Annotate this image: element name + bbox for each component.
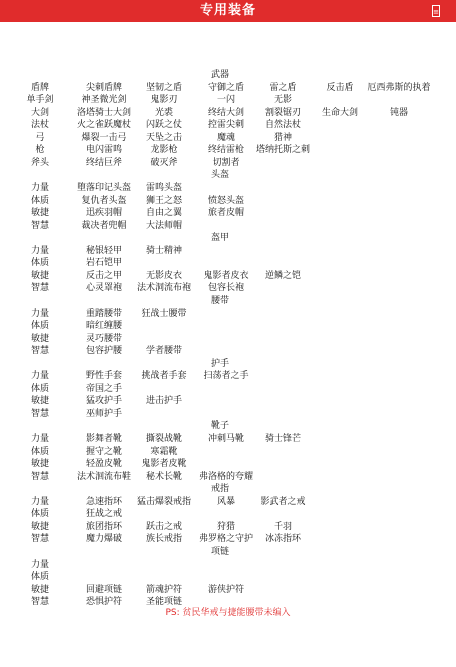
section-title: 头盔 bbox=[210, 170, 230, 181]
equipment-item: 轻盈皮靴 bbox=[85, 459, 123, 470]
equipment-item: 狩猎 bbox=[216, 521, 236, 532]
equipment-item: 破灭斧 bbox=[150, 157, 178, 168]
equipment-item: 坚韧之盾 bbox=[145, 82, 183, 93]
equipment-item: 急速指环 bbox=[85, 496, 123, 507]
row-category-label: 敏捷 bbox=[30, 270, 50, 281]
equipment-item: 堕落印记头盔 bbox=[76, 183, 132, 193]
equipment-item: 秘银轻甲 bbox=[85, 245, 123, 256]
row-category-label: 力量 bbox=[30, 245, 50, 256]
row-category-label: 敏捷 bbox=[30, 584, 50, 595]
equipment-item: 法术洞流布袍 bbox=[136, 283, 192, 294]
row-category-label: 敏捷 bbox=[30, 333, 50, 344]
equipment-item: 秘术长靴 bbox=[145, 471, 183, 482]
equipment-item: 影武者之戒 bbox=[260, 496, 306, 507]
row-category-label: 体质 bbox=[30, 321, 50, 331]
equipment-item: 圣能项链 bbox=[145, 597, 183, 608]
equipment-item: 猎神 bbox=[273, 132, 293, 143]
section-title: 戒指 bbox=[210, 484, 230, 495]
equipment-item: 弗洛格的夸耀 bbox=[198, 471, 254, 482]
row-category-label: 力量 bbox=[30, 371, 50, 382]
equipment-item: 重踏腰带 bbox=[85, 308, 123, 319]
equipment-item: 旅者皮帽 bbox=[207, 208, 245, 219]
equipment-item: 闪跃之仗 bbox=[145, 120, 183, 131]
equipment-item: 箭魂护符 bbox=[145, 584, 183, 595]
equipment-item: 光裘 bbox=[154, 107, 174, 118]
row-category-label: 体质 bbox=[30, 446, 50, 457]
equipment-item: 学者腰带 bbox=[145, 346, 183, 357]
equipment-item: 火之雀跃魔杖 bbox=[76, 120, 132, 131]
equipment-item: 风暴 bbox=[216, 496, 236, 507]
equipment-item: 冲刺马靴 bbox=[207, 434, 245, 444]
equipment-item: 终结雷枪 bbox=[207, 145, 245, 156]
equipment-item: 猛攻护手 bbox=[85, 396, 123, 407]
section-title: 盔甲 bbox=[210, 233, 230, 244]
menu-icon[interactable]: ≡ bbox=[432, 5, 440, 17]
equipment-item: 塔纳托斯之刺 bbox=[255, 145, 311, 156]
equipment-item: 回避项链 bbox=[85, 584, 123, 595]
equipment-item: 魔力爆破 bbox=[85, 534, 123, 545]
equipment-item: 割裂锯刃 bbox=[264, 107, 302, 118]
equipment-item: 旅团指环 bbox=[85, 521, 123, 532]
row-category-label: 斧头 bbox=[30, 157, 50, 168]
equipment-item: 狂战士腰带 bbox=[141, 308, 187, 319]
row-category-label: 枪 bbox=[35, 145, 45, 156]
row-category-label: 盾牌 bbox=[30, 82, 50, 93]
row-category-label: 体质 bbox=[30, 195, 50, 206]
equipment-item: 骑士精神 bbox=[145, 245, 183, 256]
equipment-item: 雷鸣头盔 bbox=[145, 183, 183, 193]
equipment-item: 反击盾 bbox=[326, 82, 354, 93]
equipment-item: 挑战者手套 bbox=[141, 371, 187, 382]
equipment-item: 冰冻指环 bbox=[264, 534, 302, 545]
row-category-label: 智慧 bbox=[30, 220, 50, 231]
row-category-label: 弓 bbox=[35, 132, 45, 143]
equipment-item: 游侠护符 bbox=[207, 584, 245, 595]
equipment-item: 愤怒头盔 bbox=[207, 195, 245, 206]
row-category-label: 体质 bbox=[30, 258, 50, 269]
row-category-label: 力量 bbox=[30, 559, 50, 570]
equipment-item: 无影 bbox=[273, 95, 293, 106]
row-category-label: 大剑 bbox=[30, 107, 50, 118]
equipment-item: 扫荡者之手 bbox=[203, 371, 249, 382]
equipment-table bbox=[0, 22, 456, 667]
row-category-label: 法杖 bbox=[30, 120, 50, 131]
equipment-item: 魔魂 bbox=[216, 132, 236, 143]
equipment-item: 骑士锋芒 bbox=[264, 434, 302, 444]
equipment-item: 终结巨斧 bbox=[85, 157, 123, 168]
row-category-label: 智慧 bbox=[30, 283, 50, 294]
equipment-item: 灵巧腰带 bbox=[85, 333, 123, 344]
row-category-label: 敏捷 bbox=[30, 396, 50, 407]
equipment-item: 弗罗格之守护 bbox=[198, 534, 254, 545]
equipment-item: 雷之盾 bbox=[269, 82, 297, 93]
row-category-label: 敏捷 bbox=[30, 459, 50, 470]
row-category-label: 智慧 bbox=[30, 471, 50, 482]
equipment-item: 钝器 bbox=[389, 107, 409, 118]
row-category-label: 体质 bbox=[30, 509, 50, 520]
row-category-label: 敏捷 bbox=[30, 208, 50, 219]
equipment-item: 影舞者靴 bbox=[85, 434, 123, 444]
equipment-item: 裁决者兜帽 bbox=[81, 220, 127, 231]
equipment-item: 暗红缠腰 bbox=[85, 321, 123, 331]
equipment-item: 大法师帽 bbox=[145, 220, 183, 231]
row-category-label: 力量 bbox=[30, 434, 50, 444]
page-title: 专用装备 bbox=[199, 3, 256, 18]
row-category-label: 敏捷 bbox=[30, 521, 50, 532]
equipment-item: 守御之盾 bbox=[207, 82, 245, 93]
equipment-item: 跃击之戒 bbox=[145, 521, 183, 532]
equipment-item: 千羽 bbox=[273, 521, 293, 532]
section-title: 腰带 bbox=[210, 295, 230, 306]
equipment-item: 狂战之戒 bbox=[85, 509, 123, 520]
equipment-item: 包容长袍 bbox=[207, 283, 245, 294]
equipment-item: 逆鳞之铠 bbox=[264, 270, 302, 281]
equipment-item: 电闪雷鸣 bbox=[85, 145, 123, 156]
equipment-item: 神圣微光剑 bbox=[81, 95, 127, 106]
section-title: 武器 bbox=[210, 70, 230, 80]
equipment-item: 厄西弗斯的执着 bbox=[367, 82, 431, 93]
equipment-item: 切割者 bbox=[212, 157, 240, 168]
equipment-item: 终结大剑 bbox=[207, 107, 245, 118]
row-category-label: 单手剑 bbox=[26, 95, 54, 106]
equipment-item: 心灵罩袍 bbox=[85, 283, 123, 294]
equipment-item: 进击护手 bbox=[145, 396, 183, 407]
section-title: 护手 bbox=[210, 358, 230, 369]
equipment-item: 包容护腰 bbox=[85, 346, 123, 357]
row-category-label: 智慧 bbox=[30, 346, 50, 357]
row-category-label: 力量 bbox=[30, 308, 50, 319]
row-category-label: 智慧 bbox=[30, 534, 50, 545]
equipment-item: 岩石铠甲 bbox=[85, 258, 123, 269]
equipment-item: 帝国之手 bbox=[85, 383, 123, 394]
equipment-item: 洛塔骑士大剑 bbox=[76, 107, 132, 118]
equipment-item: 鬼影者皮靴 bbox=[141, 459, 187, 470]
equipment-item: 自然法杖 bbox=[264, 120, 302, 131]
row-category-label: 力量 bbox=[30, 183, 50, 193]
row-category-label: 智慧 bbox=[30, 597, 50, 608]
equipment-item: 生命大剑 bbox=[321, 107, 359, 118]
equipment-item: 龙影枪 bbox=[150, 145, 178, 156]
equipment-item: 自由之翼 bbox=[145, 208, 183, 219]
app-header bbox=[0, 0, 456, 22]
equipment-item: 恐惧护符 bbox=[85, 597, 123, 608]
equipment-item: 尖刺盾牌 bbox=[85, 82, 123, 93]
row-category-label: 体质 bbox=[30, 383, 50, 394]
equipment-item: 爆裂一击弓 bbox=[81, 132, 127, 143]
equipment-item: 控雷尖刺 bbox=[207, 120, 245, 131]
row-category-label: 智慧 bbox=[30, 408, 50, 419]
equipment-item: 野性手套 bbox=[85, 371, 123, 382]
equipment-item: 握守之靴 bbox=[85, 446, 123, 457]
footnote: PS: 贫民华戒与捷能腰带未编入 bbox=[165, 607, 291, 618]
equipment-item: 反击之甲 bbox=[85, 270, 123, 281]
equipment-item: 天坠之击 bbox=[145, 132, 183, 143]
section-title: 项链 bbox=[210, 546, 230, 557]
equipment-item: 复仇者头盔 bbox=[81, 195, 127, 206]
equipment-item: 撕裂战靴 bbox=[145, 434, 183, 444]
section-title: 靴子 bbox=[210, 421, 230, 432]
equipment-item: 鬼影者皮衣 bbox=[203, 270, 249, 281]
equipment-item: 法术洄流布鞋 bbox=[76, 471, 132, 482]
equipment-item: 猛击爆裂戒指 bbox=[136, 496, 192, 507]
equipment-item: 一闪 bbox=[216, 95, 236, 106]
equipment-item: 巫师护手 bbox=[85, 408, 123, 419]
row-category-label: 力量 bbox=[30, 496, 50, 507]
equipment-item: 族长戒指 bbox=[145, 534, 183, 545]
equipment-item: 迅疾羽帽 bbox=[85, 208, 123, 219]
row-category-label: 体质 bbox=[30, 572, 50, 582]
equipment-item: 寒霜靴 bbox=[150, 446, 178, 457]
equipment-item: 无影皮衣 bbox=[145, 270, 183, 281]
equipment-item: 鬼影刃 bbox=[150, 95, 178, 106]
equipment-item: 狮王之怒 bbox=[145, 195, 183, 206]
